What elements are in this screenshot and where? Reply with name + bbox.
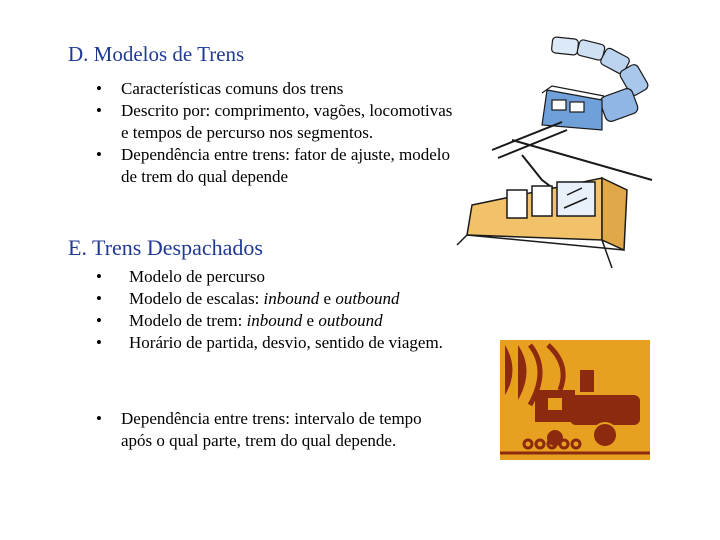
italic-term: inbound <box>263 289 320 308</box>
section-e-bullets <box>96 266 456 354</box>
train-illustration-icon <box>452 30 672 280</box>
item-text: Modelo de escalas: <box>129 289 264 308</box>
section-d-title: D. Modelos de Trens <box>68 42 245 66</box>
section-d-bullets <box>96 78 456 188</box>
item-text: e <box>302 311 319 330</box>
list-item: • Dependência entre trens: fator de ajuste, modelo de trem do qual depende <box>96 144 456 188</box>
list-item <box>96 310 456 332</box>
italic-term: outbound <box>318 311 383 330</box>
italic-term: outbound <box>335 289 400 308</box>
list-item: • Modelo de percurso <box>96 266 456 288</box>
section-e-sub-bullets <box>96 408 436 452</box>
list-item: • Características comuns dos trens <box>96 78 456 100</box>
italic-term: inbound <box>246 311 303 330</box>
section-e-title: E. Trens Despachados <box>68 235 263 260</box>
list-item: • Dependência entre trens: intervalo de tempo após o qual parte, trem do qual depende. <box>96 408 436 452</box>
item-text: e <box>319 289 336 308</box>
list-item: • Horário de partida, desvio, sentido de viagem. <box>96 332 456 354</box>
locomotive-illustration-icon <box>500 340 650 460</box>
item-text: Modelo de trem: <box>129 311 247 330</box>
list-item <box>96 288 456 310</box>
list-item: • Descrito por: comprimento, vagões, locomotivas e tempos de percurso nos segmentos. <box>96 100 456 144</box>
